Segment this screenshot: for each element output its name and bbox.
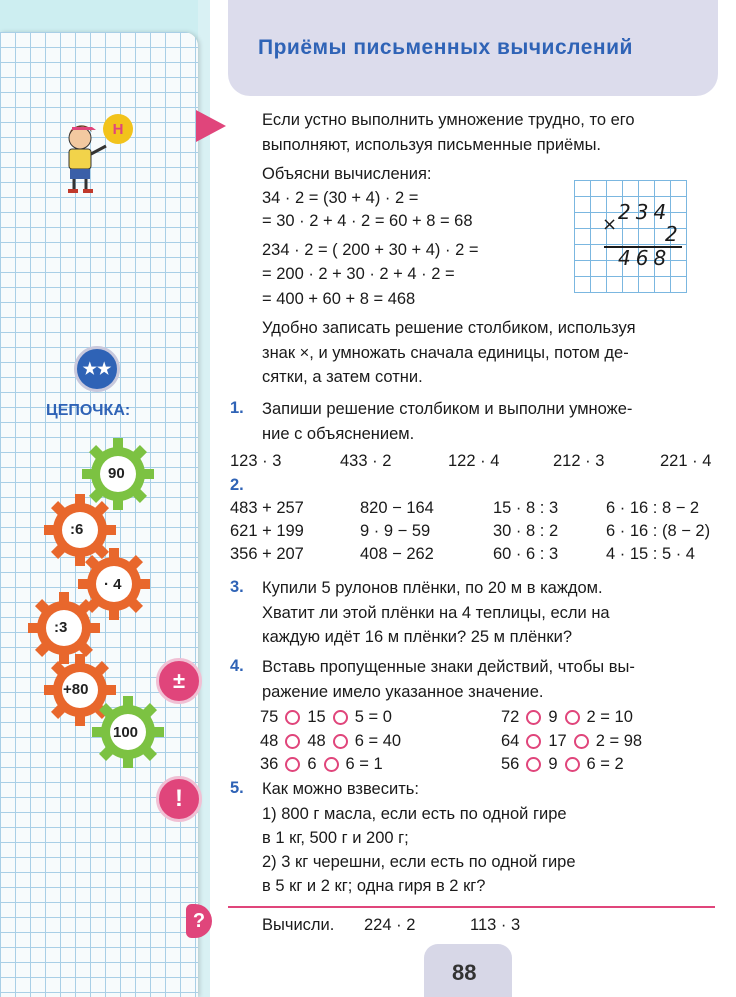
explain-heading: Объясни вычисления:: [262, 165, 432, 183]
operand: 6 = 1: [345, 755, 383, 773]
operand: 9: [548, 755, 558, 773]
task-2-number: 2.: [230, 476, 244, 494]
explain-line-2: = 30 · 2 + 4 · 2 = 60 + 8 = 68: [262, 212, 473, 230]
gear-label-5: +80: [63, 681, 89, 698]
task-4-equation: [501, 732, 642, 751]
operand: 9: [548, 708, 558, 726]
operand: 6 = 40: [354, 732, 402, 750]
task-1-number: 1.: [230, 399, 244, 417]
gear-label-1: 90: [108, 465, 125, 482]
gear-chain-icon: [24, 432, 164, 772]
task-2-expr: 4 · 15 : 5 · 4: [606, 545, 695, 563]
task-2-expr: 6 · 16 : (8 − 2): [606, 522, 711, 540]
task-2-expr: 30 · 8 : 2: [493, 522, 559, 540]
task-5-line-4: 2) 3 кг черешни, если есть по одной гире: [262, 853, 576, 871]
gear-label-2: :6: [70, 521, 84, 538]
task-4-equation: [260, 732, 401, 751]
explain-line-3: 234 · 2 = ( 200 + 30 + 4) · 2 =: [262, 241, 479, 259]
task-4-equation: [260, 708, 392, 727]
task-2-expr: 408 − 262: [360, 545, 434, 563]
intro-arrow-icon: [196, 110, 226, 142]
operator-blank[interactable]: [526, 710, 541, 725]
task-2-expr: 820 − 164: [360, 499, 434, 517]
column-note-2: знак ×, и умножать сначала единицы, потом де-: [262, 344, 629, 362]
column-result: 468: [618, 246, 672, 270]
task-2-expr: 15 · 8 : 3: [493, 499, 559, 517]
task-1-item: 433 · 2: [340, 452, 392, 470]
page-edge: [198, 0, 210, 997]
task-1-line-1: Запиши решение столбиком и выполни умноже-: [262, 400, 633, 418]
operator-blank[interactable]: [285, 734, 300, 749]
plus-minus-icon: ±: [156, 658, 202, 704]
operator-blank[interactable]: [324, 757, 339, 772]
operator-blank[interactable]: [333, 710, 348, 725]
task-2-expr: 483 + 257: [230, 499, 304, 517]
task-4-number: 4.: [230, 657, 244, 675]
operand: 64: [501, 732, 520, 750]
operand: 15: [307, 708, 326, 726]
explain-line-4: = 200 · 2 + 30 · 2 + 4 · 2 =: [262, 265, 455, 283]
column-note-1: Удобно записать решение столбиком, используя: [262, 319, 636, 337]
operator-blank[interactable]: [333, 734, 348, 749]
task-4-line-2: ражение имело указанное значение.: [262, 683, 544, 701]
stars-icon: ★★: [74, 346, 120, 392]
operand: 5 = 0: [354, 708, 392, 726]
task-3-line-2: Хватит ли этой плёнки на 4 теплицы, если на: [262, 604, 610, 622]
compute-expr-a: 224 · 2: [364, 916, 416, 934]
column-top-number: 234: [618, 200, 672, 224]
divider-line: [228, 906, 715, 908]
task-2-expr: 9 · 9 − 59: [360, 522, 431, 540]
operand: 17: [548, 732, 567, 750]
letter-h-badge: Н: [103, 114, 133, 144]
exclamation-icon: !: [156, 776, 202, 822]
task-3-number: 3.: [230, 578, 244, 596]
column-multiplier: 2: [665, 222, 678, 246]
operand: 36: [260, 755, 279, 773]
task-1-item: 212 · 3: [553, 452, 605, 470]
operator-blank[interactable]: [565, 710, 580, 725]
intro-line-2: выполняют, используя письменные приёмы.: [262, 136, 602, 154]
operator-blank[interactable]: [574, 734, 589, 749]
gear-label-3: · 4: [104, 576, 122, 593]
operator-blank[interactable]: [565, 757, 580, 772]
operand: 6: [307, 755, 317, 773]
task-4-equation: [501, 755, 624, 774]
operand: 75: [260, 708, 279, 726]
explain-line-1: 34 · 2 = (30 + 4) · 2 =: [262, 189, 419, 207]
operator-blank[interactable]: [285, 710, 300, 725]
question-icon: ?: [186, 904, 212, 938]
page-number: 88: [452, 960, 477, 985]
chain-label: ЦЕПОЧКА:: [46, 402, 131, 419]
task-2-expr: 356 + 207: [230, 545, 304, 563]
gear-label-6: 100: [113, 724, 139, 741]
task-4-equation: [501, 708, 633, 727]
task-4-equation: [260, 755, 383, 774]
task-2-expr: 621 + 199: [230, 522, 304, 540]
operand: 48: [307, 732, 326, 750]
task-3-line-1: Купили 5 рулонов плёнки, по 20 м в каждом.: [262, 579, 603, 597]
task-2-expr: 60 · 6 : 3: [493, 545, 559, 563]
task-1-item: 123 · 3: [230, 452, 282, 470]
compute-expr-b: 113 · 3: [470, 916, 521, 934]
task-5-line-1: Как можно взвесить:: [262, 780, 419, 798]
column-sign: ×: [602, 214, 618, 235]
task-1-item: 221 · 4: [660, 452, 712, 470]
task-5-line-3: в 1 кг, 500 г и 200 г;: [262, 829, 409, 847]
task-4-line-1: Вставь пропущенные знаки действий, чтобы вы-: [262, 658, 635, 676]
operand: 56: [501, 755, 520, 773]
operator-blank[interactable]: [526, 734, 541, 749]
task-1-line-2: ние с объяснением.: [262, 425, 415, 443]
operand: 6 = 2: [586, 755, 624, 773]
intro-line-1: Если устно выполнить умножение трудно, то его: [262, 111, 635, 129]
task-3-line-3: каждую идёт 16 м плёнки? 25 м плёнки?: [262, 628, 573, 646]
page-title: Приёмы письменных вычислений: [258, 36, 633, 59]
operator-blank[interactable]: [526, 757, 541, 772]
title-bar: [228, 0, 718, 96]
operand: 2 = 10: [586, 708, 633, 726]
explain-line-5: = 400 + 60 + 8 = 468: [262, 290, 416, 308]
compute-label: Вычисли.: [262, 916, 335, 934]
gear-label-4: :3: [54, 619, 68, 636]
task-5-number: 5.: [230, 779, 244, 797]
column-note-3: сятки, а затем сотни.: [262, 368, 423, 386]
task-5-line-5: в 5 кг и 2 кг; одна гиря в 2 кг?: [262, 877, 486, 895]
operand: 72: [501, 708, 520, 726]
operand: 2 = 98: [595, 732, 643, 750]
operand: 48: [260, 732, 279, 750]
task-1-item: 122 · 4: [448, 452, 500, 470]
operator-blank[interactable]: [285, 757, 300, 772]
task-2-expr: 6 · 16 : 8 − 2: [606, 499, 700, 517]
task-5-line-2: 1) 800 г масла, если есть по одной гире: [262, 805, 567, 823]
